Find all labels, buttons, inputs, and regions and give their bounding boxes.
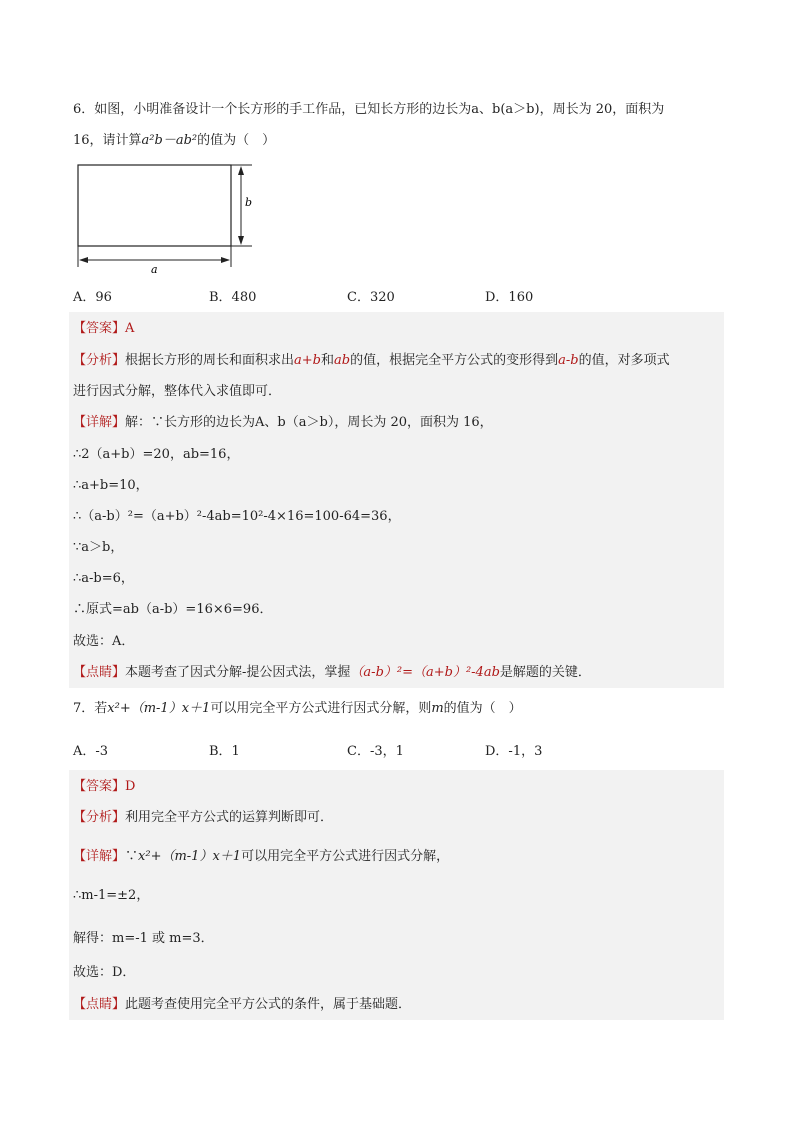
- q6-comment: 【点睛】本题考查了因式分解-提公因式法，掌握（a-b）²=（a+b）²-4ab是解题的关键．: [73, 665, 591, 680]
- q6-step4: ∵a＞b，: [73, 540, 124, 555]
- rectangle-shape: [78, 165, 231, 246]
- q7-option-d: D．-1，3: [485, 744, 543, 759]
- q7-choose: 故选：D．: [73, 965, 136, 980]
- q6-step3: ∴（a-b）²=（a+b）²-4ab=10²-4×16=100-64=36，: [73, 509, 401, 524]
- q7-option-c: C．-3，1: [347, 744, 404, 759]
- q7-answer: 【答案】D: [73, 779, 136, 794]
- q6-detail-line1: 【详解】解：∵长方形的边长为A、b（a＞b），周长为 20，面积为 16，: [73, 415, 493, 430]
- q6-step2: ∴a+b=10，: [73, 478, 149, 493]
- q6-step6: ∴原式=ab（a-b）=16×6=96．: [73, 602, 273, 617]
- q6-answer: 【答案】A: [73, 321, 135, 336]
- q6-option-a: A．96: [73, 290, 112, 305]
- b-label: b: [245, 196, 253, 209]
- q6-step5: ∴a-b=6，: [73, 571, 134, 586]
- q7-option-b: B．1: [209, 744, 240, 759]
- a-arrow-right: [221, 257, 230, 263]
- q6-analysis-line2: 进行因式分解，整体代入求值即可．: [73, 384, 282, 399]
- q7-step2: 解得：m=-1 或 m=3．: [73, 931, 214, 946]
- q7-detail: 【详解】∵x²+（m-1）x＋1可以用完全平方公式进行因式分解，: [73, 849, 450, 864]
- q6-option-d: D．160: [485, 290, 534, 305]
- q7-analysis: 【分析】利用完全平方公式的运算判断即可．: [73, 810, 334, 825]
- q6-analysis-line1: 【分析】根据长方形的周长和面积求出a+b和ab的值，根据完全平方公式的变形得到a-b的值，对多项式: [73, 353, 670, 368]
- q6-step1: ∴2（a+b）=20，ab=16，: [73, 447, 240, 462]
- q6-stem-line1: 6．如图，小明准备设计一个长方形的手工作品，已知长方形的边长为a、b(a＞b)，周长为 20，面积为: [73, 102, 665, 117]
- rectangle-figure: [70, 160, 260, 275]
- b-arrow-top: [238, 166, 244, 175]
- a-label: a: [151, 263, 158, 275]
- a-arrow-left: [79, 257, 88, 263]
- q6-option-c: C．320: [347, 290, 395, 305]
- b-arrow-bottom: [238, 236, 244, 245]
- q6-option-b: B．480: [209, 290, 257, 305]
- q7-step1: ∴m-1=±2，: [73, 888, 150, 903]
- q7-stem: 7．若x²+（m-1）x＋1可以用完全平方公式进行因式分解，则m的值为（ ）: [73, 701, 522, 716]
- q6-stem-line2: 16，请计算a²b－ab²的值为（ ）: [73, 133, 276, 148]
- q6-choose: 故选：A．: [73, 634, 135, 649]
- q7-option-a: A．-3: [73, 744, 109, 759]
- q7-comment: 【点睛】此题考查使用完全平方公式的条件，属于基础题．: [73, 997, 412, 1012]
